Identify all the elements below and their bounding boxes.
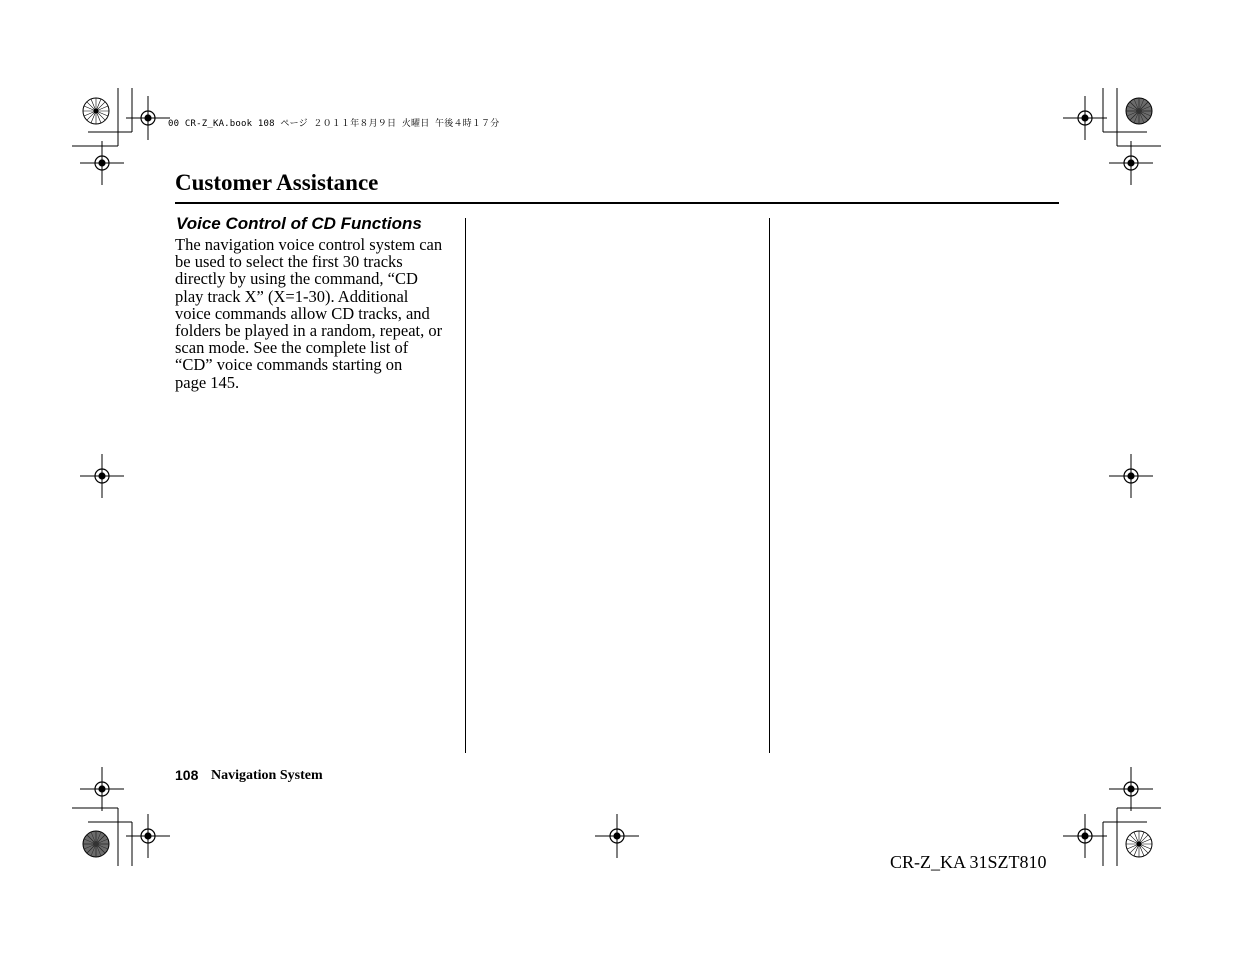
registration-mark [126, 96, 170, 140]
title-rule [175, 202, 1059, 204]
column-divider [465, 218, 466, 753]
body-line: page 145. [175, 372, 240, 392]
registration-mark [80, 141, 124, 185]
registration-mark [80, 767, 124, 811]
body-line: The navigation voice control system can [175, 235, 443, 254]
registration-mark [126, 814, 170, 858]
body-line: “CD” voice commands starting on [175, 355, 403, 375]
body-line: be used to select the first 30 tracks [175, 252, 403, 272]
star-target [1126, 98, 1152, 124]
page-number: 108 [175, 767, 199, 783]
registration-mark [1063, 814, 1107, 858]
file-info-header: 00 CR-Z_KA.book 108 ページ ２０１１年８月９日 火曜日 午後４時１７分 [168, 119, 500, 129]
registration-mark [1109, 141, 1153, 185]
article-body [175, 236, 460, 391]
registration-mark [595, 814, 639, 858]
body-line: directly by using the command, “CD [175, 269, 418, 289]
registration-mark [1063, 96, 1107, 140]
section-title: Customer Assistance [175, 170, 379, 195]
column-divider [769, 218, 770, 753]
body-line: folders be played in a random, repeat, or [175, 321, 443, 341]
crop-lines [72, 88, 1161, 866]
star-target [83, 831, 109, 857]
registration-mark [80, 454, 124, 498]
registration-mark [1109, 767, 1153, 811]
document-code: CR-Z_KA 31SZT810 [890, 852, 1047, 872]
star-target [1126, 831, 1152, 857]
book-title: Navigation System [211, 768, 323, 783]
body-line: scan mode. See the complete list of [175, 338, 409, 358]
registration-mark [1109, 454, 1153, 498]
body-line: play track X” (X=1-30). Additional [175, 286, 409, 306]
article-heading: Voice Control of CD Functions [176, 214, 422, 233]
star-target [83, 98, 109, 124]
body-line: voice commands allow CD tracks, and [175, 303, 430, 323]
